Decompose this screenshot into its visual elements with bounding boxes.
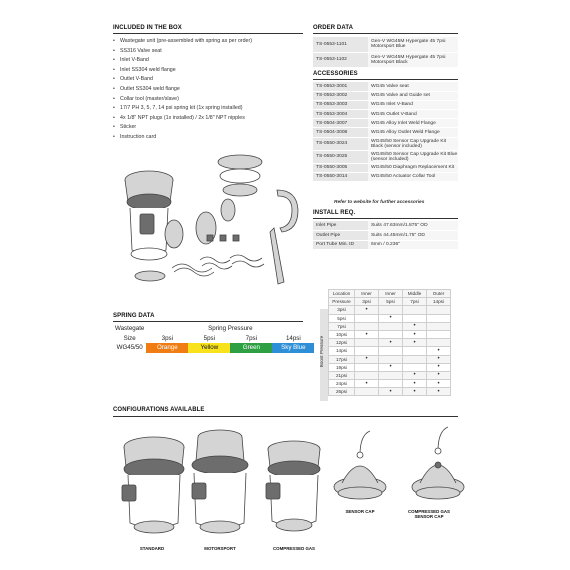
config-label-compressed-gas-sensor-cap: COMPRESSED GAS SENSOR CAP [408,509,450,519]
boost-grid-cell [355,314,379,322]
boost-row [329,322,451,330]
boost-pressure-value: 21psi [329,371,355,379]
included-item: • 17/7 PH 3, 5, 7, 14 psi spring kit (1x spring installed) [113,104,303,114]
boost-grid-cell [427,322,451,330]
accessories-table [313,82,458,182]
boost-pressure-side [320,309,328,401]
parts-illustration [112,150,312,290]
included-item: • Inlet SS304 weld flange [113,66,303,76]
part-description: WG45/50 Sensor Cap Upgrade Kit Blue (sensor included) [368,150,458,163]
color-swatch-orange: Orange [146,343,188,353]
boost-grid-cell [379,380,403,388]
part-description: WG45 Valve seat [368,82,458,91]
spring-used-dot: • [355,380,379,388]
included-item: • Wastegate unit (pre-assembled with spring as per order) [113,37,303,47]
boost-grid-cell [403,347,427,355]
spring-used-dot: • [403,322,427,330]
boost-grid-cell [355,371,379,379]
spring-used-dot: • [403,339,427,347]
boost-row [329,380,451,388]
spring-used-dot: • [403,388,427,396]
install-req-table [313,221,458,250]
included-item: • Outlet V-Band [113,75,303,85]
spring-used-dot: • [379,363,403,371]
spring-used-dot: • [355,330,379,338]
boost-pressure-value: 19psi [329,363,355,371]
included-item: • Inlet V-Band [113,56,303,66]
accessories-rule [313,79,458,80]
boost-header-cell: Outer [427,290,451,298]
boost-grid-cell [355,388,379,396]
table-row [313,52,458,67]
part-description: WG45 Alloy Outlet Weld Flange [368,128,458,137]
boost-row [329,388,451,396]
order-data-rule [313,33,458,34]
part-code: TS-0550-3025 [313,150,368,163]
boost-pressure-grid [328,289,451,396]
table-row [313,119,458,128]
boost-row [329,314,451,322]
boost-pressure-value: 7psi [329,322,355,330]
spring-used-dot: • [379,314,403,322]
table-row [313,82,458,91]
part-description: Gen-V WG45M Hypergate 45 7psi Motorsport Blue [368,37,458,52]
spring-used-dot: • [427,380,451,388]
boost-header-cell: 3psi [355,298,379,306]
config-label-compressed-gas: COMPRESSED GAS [273,546,315,551]
included-rule [113,33,303,34]
included-item: • Instruction card [113,133,303,143]
table-row [313,37,458,52]
color-swatch-sky-blue: Sky Blue [272,343,314,353]
boost-row [329,363,451,371]
part-description: WG45 Alloy Inlet Weld Flange [368,119,458,128]
boost-header-cell: Location [329,290,355,298]
included-item: • SS316 Valve seat [113,47,303,57]
included-item: • Outlet SS304 weld flange [113,85,303,95]
boost-pressure-value: 17psi [329,355,355,363]
spring-data-table [113,324,314,353]
order-data-table [313,37,458,68]
boost-grid-cell [427,339,451,347]
boost-grid-cell [427,330,451,338]
configurations-title: CONFIGURATIONS AVAILABLE [113,407,205,413]
part-description: WG45/50 Sensor Cap Upgrade Kit Black (sensor included) [368,137,458,150]
table-row [313,172,458,181]
order-data-title: ORDER DATA [313,25,354,31]
boost-pressure-label: Boost Pressure [319,335,325,368]
boost-grid-cell [355,347,379,355]
boost-pressure-value: 14psi [329,347,355,355]
table-row [313,100,458,109]
table-row [313,163,458,172]
boost-grid-cell [355,339,379,347]
boost-header-cell: 7psi [403,298,427,306]
included-item: • Sticker [113,123,303,133]
part-description: WG45/50 Diaphragm Replacement Kit [368,163,458,172]
spring-used-dot: • [427,355,451,363]
configurations-rule [113,416,458,417]
included-item: • Collar tool (master/slave) [113,95,303,105]
boost-grid-cell [403,363,427,371]
boost-row [329,339,451,347]
config-label-standard: STANDARD [139,546,165,551]
part-description: WG45 Valve and Guide set [368,91,458,100]
model-label: WG45/50 [116,344,143,352]
spring-used-dot: • [427,388,451,396]
spring-used-dot: • [379,339,403,347]
boost-grid-cell [355,363,379,371]
table-row [313,110,458,119]
part-code: TS-0550-3024 [313,137,368,150]
config-label-sensor-cap: SENSOR CAP [345,509,375,514]
table-row [313,231,458,241]
boost-grid-cell [379,371,403,379]
boost-pressure-value: 10psi [329,330,355,338]
boost-pressure-value: 24psi [329,380,355,388]
boost-pressure-value: 12psi [329,339,355,347]
part-code: TS-0553-3002 [313,91,368,100]
included-title: INCLUDED IN THE BOX [113,25,182,31]
part-code: TS-0550-3014 [313,172,368,181]
part-description: Suits 44.45mm/1.75" OD [368,231,458,241]
boost-grid-cell [427,314,451,322]
table-row [313,137,458,150]
color-swatch-yellow: Yellow [188,343,230,353]
table-row [313,128,458,137]
boost-grid-cell [403,314,427,322]
part-code: TS-0553-1101 [313,37,368,52]
part-description: Suits 47.63mm/1.875" OD [368,221,458,231]
part-description: WG45 Outlet V-Band [368,110,458,119]
size-label: Size [123,334,136,342]
part-code: TS-0504-3008 [313,128,368,137]
part-code: TS-0553-1102 [313,52,368,67]
boost-grid-cell [379,322,403,330]
table-row [313,91,458,100]
boost-header-cell: 14psi [427,298,451,306]
spring-used-dot: • [403,380,427,388]
boost-header-cell: Inner [379,290,403,298]
part-code: TS-0553-3004 [313,110,368,119]
boost-row [329,306,451,314]
boost-grid-cell [379,330,403,338]
accessories-title: ACCESSORIES [313,71,358,77]
boost-header-cell: 5psi [379,298,403,306]
configurations-illustration [112,425,462,545]
part-code: TS-0550-3005 [313,163,368,172]
boost-grid-cell [379,355,403,363]
config-label-motorsport: MOTORSPORT [204,546,236,551]
boost-header-cell: Inner [355,290,379,298]
part-description: WG45 Inlet V-Band [368,100,458,109]
boost-row [329,347,451,355]
boost-grid-cell [379,306,403,314]
part-code: TS-0553-3001 [313,82,368,91]
table-row [313,240,458,250]
table-row [313,150,458,163]
install-req-rule [313,218,458,219]
boost-row [329,355,451,363]
boost-header-cell: Middle [403,290,427,298]
part-description: WG45/50 Actuator Collar Tool [368,172,458,181]
pressure-header: 3psi [161,334,174,342]
included-item: • 4x 1/8" NPT plugs (1x installed) / 2x 1/8" NPT nipples [113,114,303,124]
boost-grid-cell [403,306,427,314]
spring-data-rule [113,321,303,322]
spring-used-dot: • [403,330,427,338]
spring-used-dot: • [403,371,427,379]
table-row [313,221,458,231]
boost-pressure-value: 3psi [329,306,355,314]
boost-grid-cell [427,306,451,314]
spring-data-title: SPRING DATA [113,313,155,319]
install-req-title: INSTALL REQ. [313,210,356,216]
part-code: Inlet Pipe [313,221,368,231]
spring-pressure-label: Spring Pressure [208,325,253,333]
boost-grid-cell [403,355,427,363]
spring-used-dot: • [427,371,451,379]
spring-used-dot: • [355,306,379,314]
boost-row [329,371,451,379]
boost-pressure-value: 5psi [329,314,355,322]
wastegate-label: Wastegate [115,325,145,333]
boost-grid-cell [355,322,379,330]
spring-used-dot: • [355,355,379,363]
part-code: Port Tube Min. ID [313,240,368,250]
pressure-header: 14psi [285,334,301,342]
spring-used-dot: • [379,388,403,396]
part-code: Outlet Pipe [313,231,368,241]
spring-used-dot: • [427,347,451,355]
included-list [113,37,303,143]
accessories-note: Refer to website for further accessories [334,200,425,205]
pressure-header: 5psi [203,334,216,342]
boost-pressure-value: 26psi [329,388,355,396]
color-swatch-green: Green [230,343,272,353]
boost-row [329,330,451,338]
part-code: TS-0504-3007 [313,119,368,128]
part-description: 6mm / 0.236" [368,240,458,250]
part-code: TS-0553-3003 [313,100,368,109]
part-description: Gen-V WG45M Hypergate 45 7psi Motorsport Black [368,52,458,67]
boost-header-cell: Pressure [329,298,355,306]
spring-used-dot: • [427,363,451,371]
boost-grid-cell [379,347,403,355]
pressure-header: 7psi [245,334,258,342]
